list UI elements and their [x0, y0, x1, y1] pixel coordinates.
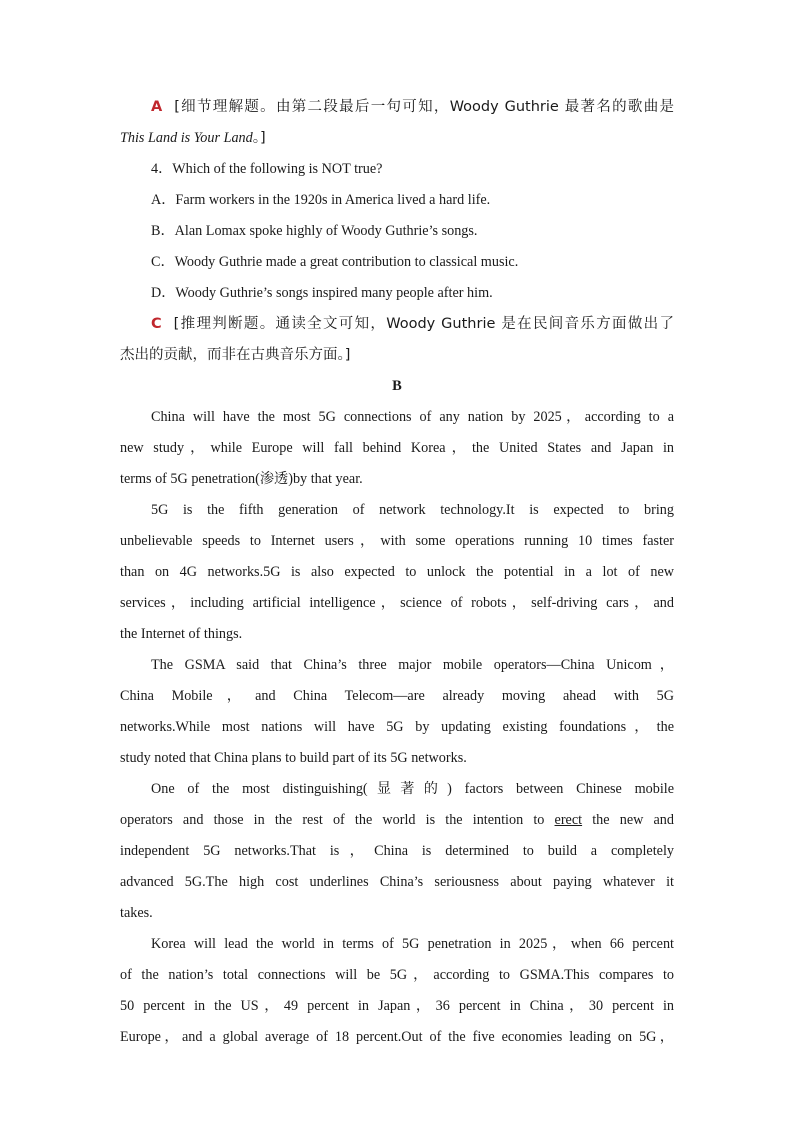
passage-line: 50 percent in the US，49 percent in Japan，36 percent in China，30 percent in	[120, 998, 674, 1014]
option-d: D．Woody Guthrie’s songs inspired many people after him.	[151, 285, 493, 301]
passage-line: than on 4G networks.5G is also expected to unlock the potential in a lot of new	[120, 564, 674, 580]
passage-line: new study，while Europe will fall behind Korea，the United States and Japan in	[120, 440, 674, 456]
answer-4-line-1: C [推理判断题。通读全文可知，Woody Guthrie 是在民间音乐方面做出了	[151, 316, 674, 332]
document-page	[120, 92, 674, 1053]
passage-line: study noted that China plans to build part of its 5G networks.	[120, 750, 467, 766]
answer-3-line-1: A [细节理解题。由第二段最后一句可知，Woody Guthrie 最著名的歌曲是	[151, 99, 674, 115]
passage-line: China Mobile，and China Telecom—are already moving ahead with 5G	[120, 688, 674, 704]
answer-4-line-2: 杰出的贡献，而非在古典音乐方面。]	[120, 347, 351, 363]
song-title: This Land is Your Land	[120, 130, 253, 146]
passage-line: services，including artificial intelligence，science of robots，self-driving cars，and	[120, 595, 674, 611]
underlined-word: erect	[554, 812, 583, 828]
question-4-stem: 4．Which of the following is NOT true?	[151, 161, 383, 177]
option-c: C．Woody Guthrie made a great contribution to classical music.	[151, 254, 519, 270]
option-a: A．Farm workers in the 1920s in America lived a hard life.	[151, 192, 491, 208]
passage-line: terms of 5G penetration(渗透)by that year.	[120, 471, 363, 487]
passage-line: the Internet of things.	[120, 626, 243, 642]
passage-line: The GSMA said that China’s three major mobile operators—China Unicom，	[151, 657, 674, 673]
passage-line: advanced 5G.The high cost underlines China’s seriousness about paying whatever it	[120, 874, 674, 890]
answer-3-line-2: This Land is Your Land。]	[120, 130, 266, 146]
answer-letter: C	[151, 316, 162, 332]
passage-line: operators and those in the rest of the world is the intention to erect the new and	[120, 812, 674, 828]
passage-line: Korea will lead the world in terms of 5G penetration in 2025，when 66 percent	[151, 936, 674, 952]
answer-letter: A	[151, 99, 163, 115]
passage-line: China will have the most 5G connections of any nation by 2025，according to a	[151, 409, 674, 425]
option-b: B．Alan Lomax spoke highly of Woody Guthrie’s songs.	[151, 223, 478, 239]
passage-line: independent 5G networks.That is，China is determined to build a completely	[120, 843, 674, 859]
passage-line: 5G is the fifth generation of network technology.It is expected to bring	[151, 502, 674, 518]
passage-line: of the nation’s total connections will be 5G，according to GSMA.This compares to	[120, 967, 674, 983]
passage-line: One of the most distinguishing(显著的) factors between Chinese mobile	[151, 781, 674, 797]
passage-line: takes.	[120, 905, 153, 921]
section-heading: B	[392, 378, 402, 394]
passage-line: networks.While most nations will have 5G by updating existing foundations，the	[120, 719, 674, 735]
passage-line: unbelievable speeds to Internet users，with some operations running 10 times faster	[120, 533, 674, 549]
passage-line: Europe，and a global average of 18 percent.Out of the five economies leading on 5G，	[120, 1029, 674, 1045]
